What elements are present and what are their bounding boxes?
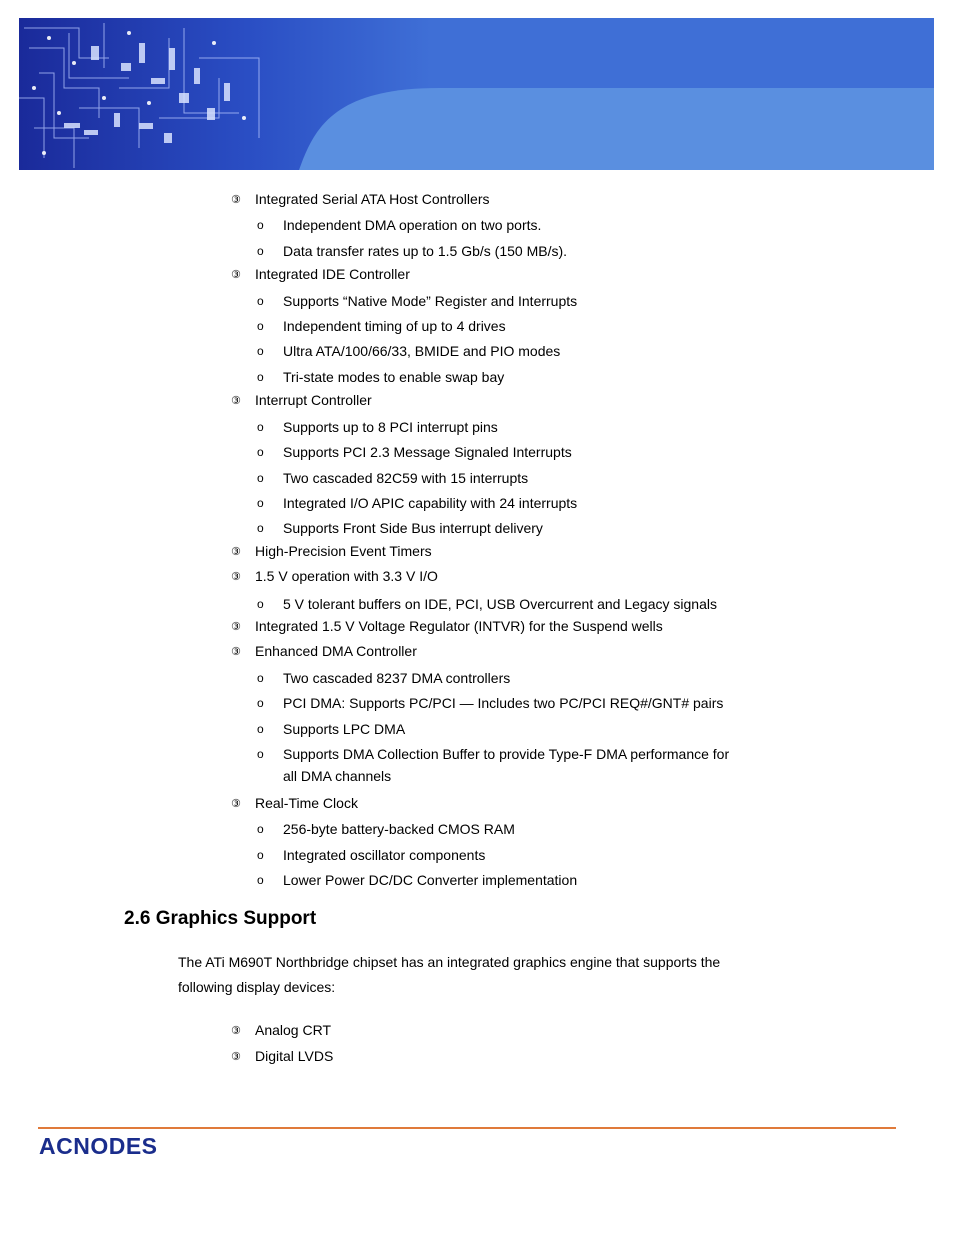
- sub-feature-item: o Supports Front Side Bus interrupt delivery: [257, 520, 543, 536]
- circle-bullet-icon: o: [257, 420, 264, 434]
- circled-bullet-icon: ③: [231, 1025, 241, 1037]
- sub-feature-item: o Ultra ATA/100/66/33, BMIDE and PIO modes: [257, 343, 561, 359]
- circle-bullet-icon: o: [257, 344, 264, 358]
- sub-feature-item: o Data transfer rates up to 1.5 Gb/s (150 MB/s).: [257, 243, 568, 259]
- footer-rule: [38, 1127, 896, 1129]
- circle-bullet-icon: o: [257, 696, 264, 710]
- sub-feature-item: o 256-byte battery-backed CMOS RAM: [257, 821, 515, 837]
- circle-bullet-icon: o: [257, 496, 264, 510]
- feature-item: ③ Integrated IDE Controller: [231, 266, 410, 282]
- display-device-item: ③ Digital LVDS: [231, 1048, 334, 1064]
- sub-feature-item: o Integrated I/O APIC capability with 24 interrupts: [257, 495, 578, 511]
- sub-feature-item: o Supports LPC DMA: [257, 721, 406, 737]
- circled-bullet-icon: ③: [231, 621, 241, 633]
- feature-item: ③ Interrupt Controller: [231, 392, 372, 408]
- circled-bullet-icon: ③: [231, 571, 241, 583]
- sub-feature-item: o Supports PCI 2.3 Message Signaled Interrupts: [257, 444, 572, 460]
- circle-bullet-icon: o: [257, 671, 264, 685]
- circle-bullet-icon: o: [257, 722, 264, 736]
- feature-item: ③ High-Precision Event Timers: [231, 543, 432, 559]
- section-paragraph-line: following display devices:: [178, 979, 336, 995]
- circle-bullet-icon: o: [257, 822, 264, 836]
- feature-item: ③ Integrated Serial ATA Host Controllers: [231, 191, 490, 207]
- sub-feature-item: o Two cascaded 8237 DMA controllers: [257, 670, 511, 686]
- sub-feature-item: o Two cascaded 82C59 with 15 interrupts: [257, 470, 529, 486]
- display-device-item: ③ Analog CRT: [231, 1022, 332, 1038]
- feature-item: ③ Integrated 1.5 V Voltage Regulator (INTVR) for the Suspend wells: [231, 618, 663, 634]
- circle-bullet-icon: o: [257, 471, 264, 485]
- circle-bullet-icon: o: [257, 747, 264, 761]
- circled-bullet-icon: ③: [231, 546, 241, 558]
- sub-feature-item: o Supports DMA Collection Buffer to provide Type-F DMA performance for: [257, 746, 730, 762]
- sub-feature-item: o Tri-state modes to enable swap bay: [257, 369, 505, 385]
- circled-bullet-icon: ③: [231, 269, 241, 281]
- circle-bullet-icon: o: [257, 218, 264, 232]
- circle-bullet-icon: o: [257, 521, 264, 535]
- circled-bullet-icon: ③: [231, 395, 241, 407]
- circle-bullet-icon: o: [257, 319, 264, 333]
- sub-feature-item: o Independent DMA operation on two ports.: [257, 217, 542, 233]
- circle-bullet-icon: o: [257, 597, 264, 611]
- section-heading: 2.6 Graphics Support: [124, 908, 317, 929]
- sub-feature-item: o Independent timing of up to 4 drives: [257, 318, 506, 334]
- circle-bullet-icon: o: [257, 873, 264, 887]
- sub-feature-item: o Supports “Native Mode” Register and Interrupts: [257, 293, 578, 309]
- circle-bullet-icon: o: [257, 370, 264, 384]
- sub-feature-item: o PCI DMA: Supports PC/PCI — Includes two PC/PCI REQ#/GNT# pairs: [257, 695, 724, 711]
- feature-item: ③ Enhanced DMA Controller: [231, 643, 417, 659]
- circled-bullet-icon: ③: [231, 798, 241, 810]
- sub-feature-continuation: all DMA channels: [283, 768, 392, 784]
- circle-bullet-icon: o: [257, 445, 264, 459]
- section-paragraph-line: The ATi M690T Northbridge chipset has an integrated graphics engine that supports the: [178, 954, 721, 970]
- feature-item: ③ Real-Time Clock: [231, 795, 358, 811]
- circle-bullet-icon: o: [257, 294, 264, 308]
- circled-bullet-icon: ③: [231, 194, 241, 206]
- circle-bullet-icon: o: [257, 244, 264, 258]
- circle-bullet-icon: o: [257, 848, 264, 862]
- circled-bullet-icon: ③: [231, 646, 241, 658]
- sub-feature-item: o 5 V tolerant buffers on IDE, PCI, USB Overcurrent and Legacy signals: [257, 596, 717, 612]
- acnodes-logo: [39, 1133, 199, 1159]
- sub-feature-item: o Integrated oscillator components: [257, 847, 486, 863]
- logo-text: ACNODES: [39, 1133, 158, 1159]
- circled-bullet-icon: ③: [231, 1051, 241, 1063]
- sub-feature-item: o Supports up to 8 PCI interrupt pins: [257, 419, 498, 435]
- sub-feature-item: o Lower Power DC/DC Converter implementation: [257, 872, 578, 888]
- feature-item: ③ 1.5 V operation with 3.3 V I/O: [231, 568, 438, 584]
